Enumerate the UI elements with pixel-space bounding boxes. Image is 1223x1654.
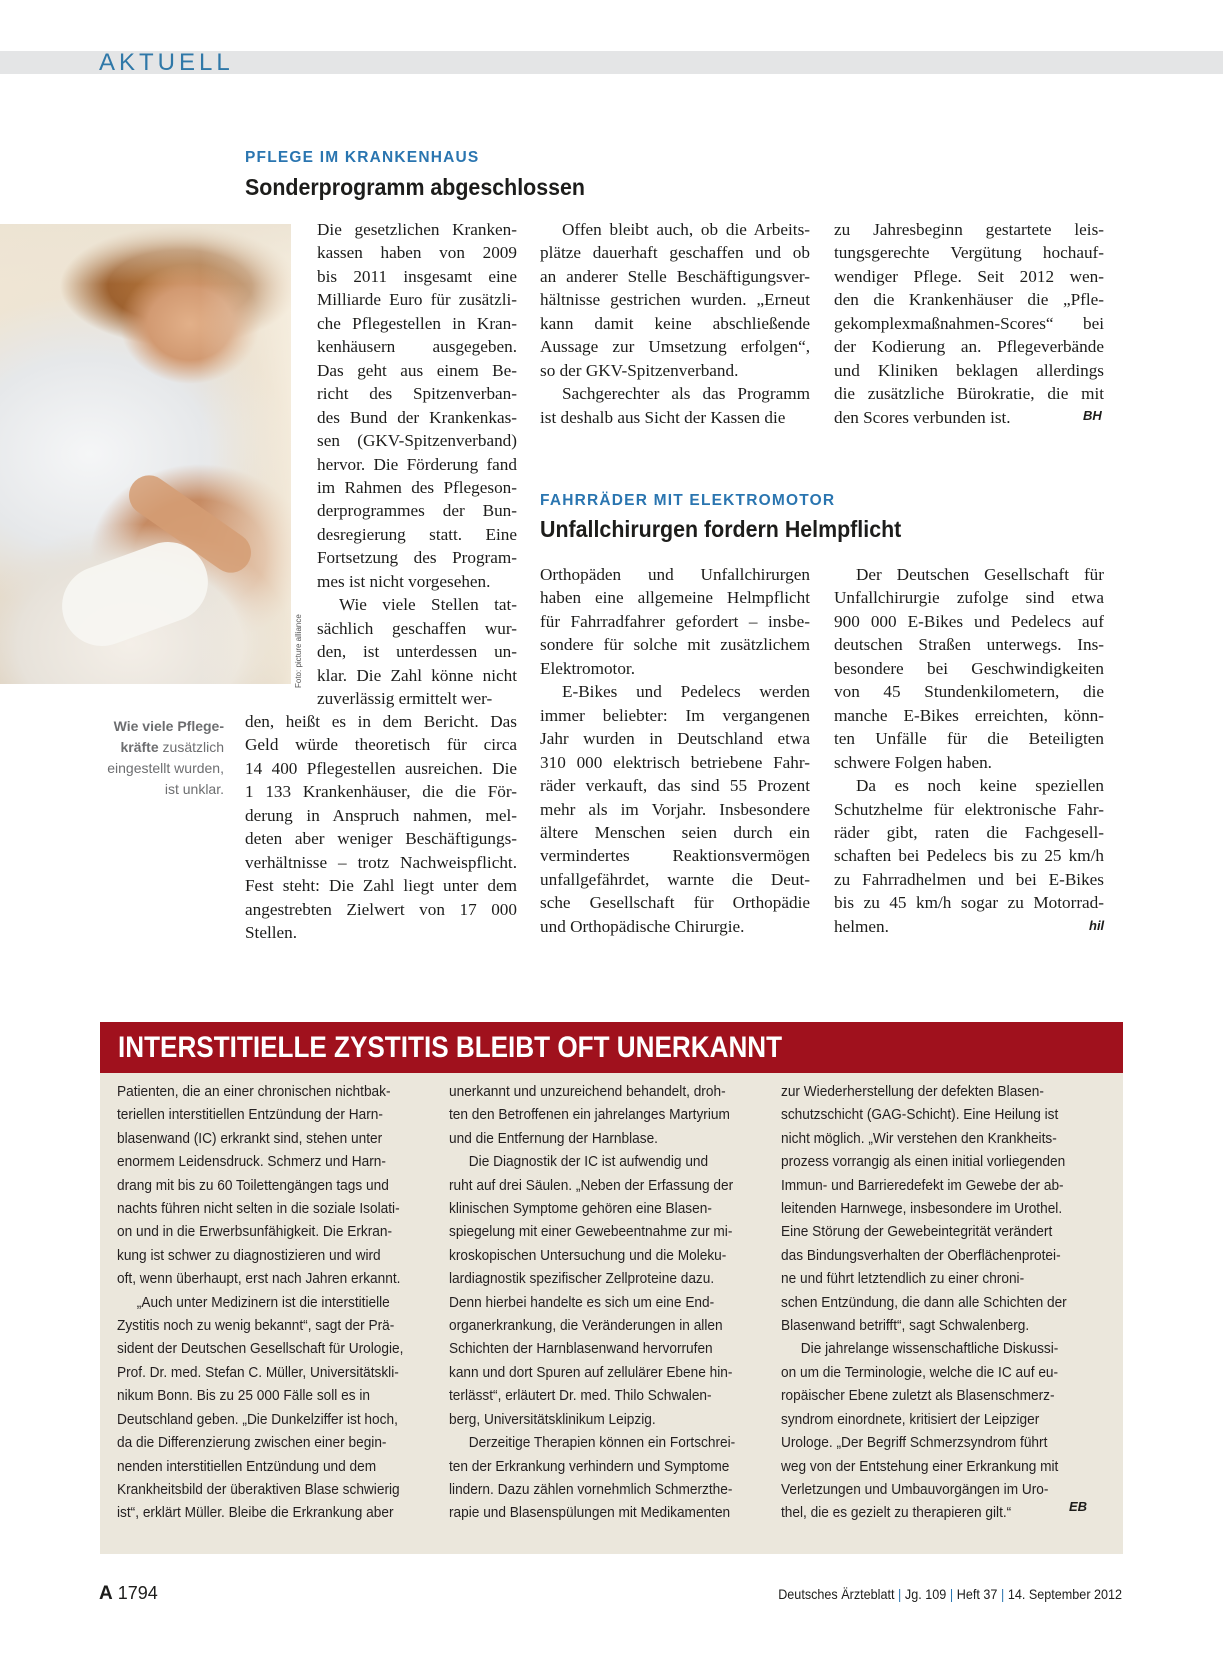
text-line: ist deshalb aus Sicht der Kassen die (540, 407, 786, 427)
text-line: on und in die Erwerbsunfähigkeit. Die Erkran- (117, 1223, 393, 1241)
text-line: Schichten der Harnblasenwand hervorrufen (449, 1340, 713, 1358)
text-line: Elektromotor. (540, 658, 635, 678)
text-line: den die Krankenhäuser die „Pfle- (834, 290, 1104, 310)
text-line: Prof. Dr. med. Stefan C. Müller, Universitätskli- (117, 1363, 399, 1381)
text-line: ten den Betroffenen ein jahrelanges Martyrium (449, 1106, 730, 1124)
text-line: gekomplexmaßnahmen-Scores“ bei (834, 313, 1104, 333)
article2-column1 (540, 563, 810, 938)
text-line: des Bund der Krankenkas- (317, 407, 517, 427)
text-line: sident der Deutschen Gesellschaft für Urologie, (117, 1340, 404, 1358)
text-line: ruht auf drei Säulen. „Neben der Erfassung der (449, 1176, 734, 1194)
text-line: Zystitis noch zu wenig bekannt“, sagt der Prä- (117, 1317, 395, 1335)
nurse-bandaging-photo (0, 224, 291, 684)
separator: | (898, 1586, 902, 1602)
text-line: Immun- und Barrieredefekt im Gewebe der ab- (781, 1176, 1064, 1194)
text-line: Stellen. (245, 923, 298, 943)
text-line: und Orthopädische Chirurgie. (540, 916, 745, 936)
text-line: oft, wenn überhaupt, erst nach Jahren erkannt. (117, 1270, 401, 1288)
infobox-title: INTERSTITIELLE ZYSTITIS BLEIBT OFT UNERKANNT (118, 1031, 783, 1064)
text-line: kassen haben von 2009 (317, 243, 517, 263)
text-line: Patienten, die an einer chronischen nichtbak- (117, 1083, 391, 1100)
text-line: rapie und Blasenspülungen mit Medikamenten (449, 1504, 731, 1522)
text-line: manche E-Bikes erreichten, könn- (834, 705, 1104, 725)
photo-caption (94, 716, 224, 800)
text-line: Verletzungen und Umbauvorgängen im Uro- (781, 1480, 1049, 1498)
text-line: von 45 Stundenkilometern, die (834, 682, 1104, 702)
text-line: unfallgefährdet, warnte die Deut- (540, 869, 810, 889)
text-line: on um die Terminologie, welche die IC auf eu- (781, 1363, 1059, 1381)
text-line: kenhäusern ausgegeben. (317, 337, 517, 357)
text-line: sche Gesellschaft für Orthopädie (540, 893, 810, 913)
text-line: helmen. (834, 916, 889, 936)
text-line: nikum Bonn. Bis zu 25 000 Fälle soll es in (117, 1387, 371, 1405)
text-line: tungsgerechte Vergütung hochauf- (834, 243, 1104, 263)
text-line: räder gibt, raten die Fachgesell- (834, 822, 1104, 842)
text-line: drang mit bis zu 60 Toilettengängen tags und (117, 1176, 389, 1194)
text-line: prozess vorrangig als einen initial vorliegenden (781, 1153, 1066, 1171)
separator: | (949, 1586, 954, 1602)
text-line: mehr als im Vorjahr. Insbesondere (540, 799, 810, 819)
text-line: kann damit keine abschließende (540, 313, 810, 333)
article1-title: Sonderprogramm abgeschlossen (245, 174, 585, 200)
text-line: E-Bikes und Pedelecs werden (562, 682, 810, 702)
text-line: sen (GKV-Spitzenverband) (317, 431, 517, 451)
text-line: zuverlässig ermittelt wer- (317, 689, 493, 709)
text-line: derung in Anspruch nahmen, mel- (245, 805, 517, 825)
page-number-value: 1794 (117, 1583, 158, 1603)
photo-credit: Foto: picture alliance (294, 614, 303, 688)
text-line: Sachgerechter als das Programm (562, 384, 810, 404)
text-line: Denn hierbei handelte es sich um eine End- (449, 1293, 715, 1311)
text-line: Offen bleibt auch, ob die Arbeits- (562, 220, 810, 239)
text-line: ten der Erkrankung verhindern und Symptome (449, 1457, 730, 1475)
text-line: an anderer Stelle Beschäftigungsver- (540, 266, 810, 286)
photo-shade (200, 224, 291, 684)
text-line: kroskopischen Untersuchung und die Moleku- (449, 1246, 727, 1264)
text-line: teriellen interstitiellen Entzündung der Harn- (117, 1106, 383, 1124)
article1-column1-narrow (317, 218, 517, 711)
text-line: Eine Störung der Gewebeintegrität verändert (781, 1223, 1053, 1241)
article1-column3 (834, 218, 1104, 429)
text-line: sondere für solche mit zusätzlichem (540, 635, 810, 655)
text-line: bis 2011 insgesamt eine (317, 266, 517, 286)
caption-text: zusätzlich eingestellt wurden, ist unklar. (107, 739, 224, 797)
text-line: schen Entzündung, die dann alle Schichten der (781, 1293, 1067, 1311)
journal-volume: Jg. 109 (904, 1586, 947, 1602)
text-line: sächlich geschaffen wur- (317, 618, 517, 638)
text-line: Die gesetzlichen Kranken- (317, 220, 517, 239)
text-line: nachts führen nicht selten in die soziale Isolati- (117, 1200, 400, 1218)
text-line: besondere bei Geschwindigkeiten (834, 658, 1104, 678)
text-line: derprogrammes der Bun- (317, 501, 517, 521)
text-line: nicht möglich. „Wir verstehen den Krankheits- (781, 1129, 1057, 1147)
text-line: unerkannt und unzureichend behandelt, droh- (449, 1083, 726, 1100)
text-line: das Bindungsverhalten der Oberflächenprotei- (781, 1246, 1061, 1264)
text-line: klinischen Symptome gehören eine Blasen- (449, 1200, 712, 1218)
journal-info (778, 1586, 1122, 1602)
text-line: richt des Spitzenverban- (317, 384, 517, 404)
text-line: lindern. Dazu zählen vornehmlich Schmerzthe- (449, 1480, 733, 1498)
article1-signature: BH (1083, 408, 1102, 423)
text-line: Wie viele Stellen tat- (339, 595, 517, 615)
text-line: spiegelung mit einer Gewebeentnahme zur mi- (449, 1223, 733, 1241)
text-line: die zusätzliche Bürokratie, die mit (834, 384, 1104, 404)
text-line: verhältnisse – trotz Nachweispflicht. (245, 852, 517, 872)
journal-name: Deutsches Ärzteblatt (778, 1586, 895, 1602)
page-number (99, 1583, 158, 1605)
text-line: che Pflegestellen in Kran- (317, 313, 517, 333)
text-line: Unfallchirurgie zufolge sind etwa (834, 588, 1104, 608)
separator: | (1000, 1586, 1005, 1602)
text-line: 900 000 E-Bikes und Pedelecs auf (834, 611, 1104, 631)
text-line: organerkrankung, die Veränderungen in allen (449, 1317, 723, 1335)
text-line: Orthopäden und Unfallchirurgen (540, 565, 810, 584)
text-line: thel, die es gezielt zu therapieren gilt.“ (781, 1504, 1012, 1522)
text-line: kann und dort Spuren auf zellulärer Ebene hin- (449, 1363, 733, 1381)
article1-kicker: PFLEGE IM KRANKENHAUS (245, 149, 480, 166)
text-line: deutschen Straßen unterwegs. Ins- (834, 635, 1104, 655)
text-line: deten aber weniger Beschäftigungs- (245, 829, 517, 849)
text-line: ropäischer Ebene zuletzt als Blasenschmerz- (781, 1387, 1055, 1405)
article2-kicker: FAHRRÄDER MIT ELEKTROMOTOR (540, 492, 836, 509)
article2-column2 (834, 563, 1104, 938)
text-line: Jahr wurden in Deutschland etwa (540, 729, 810, 749)
text-line: hältnisse gestrichen wurden. „Erneut (540, 290, 810, 310)
text-line: Derzeitige Therapien können ein Fortschrei- (468, 1434, 736, 1452)
text-line: klar. Die Zahl könne nicht (317, 665, 517, 685)
text-line: den, ist unterdessen un- (317, 642, 517, 662)
text-line: Urologe. „Der Begriff Schmerzsyndrom führt (781, 1434, 1048, 1452)
text-line: schaften bei Pedelecs bis zu 25 km/h (834, 846, 1104, 866)
text-line: Blasenwand betrifft“, sagt Schwalenberg. (781, 1317, 1030, 1335)
text-line: desregierung statt. Eine (317, 524, 517, 544)
text-line: angestrebten Zielwert von 17 000 (245, 899, 517, 919)
text-line: im Rahmen des Pflegeson- (317, 477, 517, 497)
journal-issue: Heft 37 (956, 1586, 998, 1602)
text-line: haben eine allgemeine Helmpflicht (540, 588, 810, 608)
text-line: Aussage zur Umsetzung erfolgen“, (540, 337, 810, 357)
text-line: Geld würde theoretisch für circa (245, 735, 517, 755)
text-line: blasenwand (IC) erkrankt sind, stehen unter (117, 1129, 383, 1147)
caption-bold: Wie viele Pflege-kräfte (113, 718, 224, 755)
text-line: leitenden Harnwege, insbesondere im Urothel. (781, 1200, 1063, 1218)
text-line: „Auch unter Medizinern ist die interstitielle (136, 1293, 390, 1311)
text-line: der Kodierung an. Pflegeverbände (834, 337, 1104, 357)
text-line: den, heißt es in dem Bericht. Das (245, 712, 517, 731)
text-line: Milliarde Euro für zusätzli- (317, 290, 517, 310)
journal-date: 14. September 2012 (1007, 1586, 1122, 1602)
text-line: Die jahrelange wissenschaftliche Diskussi- (800, 1340, 1059, 1358)
text-line: ne und führt letztendlich zu einer chroni- (781, 1270, 1025, 1288)
text-line: zu Fahrradhelmen und bei E-Bikes (834, 869, 1104, 889)
text-line: lardiagnostik spezifischer Zellproteine dazu. (449, 1270, 715, 1288)
text-line: syndrom einordnete, kritisiert der Leipziger (781, 1410, 1040, 1428)
text-line: ältere Menschen seien durch ein (540, 822, 810, 842)
text-line: zu Jahresbeginn gestartete leis- (834, 220, 1104, 239)
text-line: plätze dauerhaft geschaffen und ob (540, 243, 810, 263)
text-line: Der Deutschen Gesellschaft für (856, 565, 1104, 584)
text-line: ist“, erklärt Müller. Bleibe die Erkrankung aber (117, 1504, 394, 1522)
text-line: so der GKV-Spitzenverband. (540, 360, 739, 380)
text-line: Fortsetzung des Program- (317, 548, 517, 568)
text-line: Das geht aus einem Be- (317, 360, 517, 380)
article2-title: Unfallchirurgen fordern Helmpflicht (540, 516, 902, 542)
text-line: räder verkauft, das sind 55 Prozent (540, 776, 810, 796)
text-line: schwere Folgen haben. (834, 752, 992, 772)
article1-column1-wide (245, 710, 517, 945)
text-line: und die Entfernung der Harnblase. (449, 1129, 658, 1147)
text-line: weg von der Entstehung einer Erkrankung mit (781, 1457, 1059, 1475)
section-label: AKTUELL (99, 49, 234, 76)
text-line: enormem Leidensdruck. Schmerz und Harn- (117, 1153, 386, 1171)
text-line: nenden interstitiellen Entzündung und dem (117, 1457, 377, 1475)
text-line: wendiger Pflege. Seit 2012 wen- (834, 266, 1104, 286)
text-line: da die Differenzierung zwischen einer begin- (117, 1434, 387, 1452)
text-line: Da es noch keine speziellen (856, 776, 1104, 796)
text-line: bis zu 45 km/h sogar zu Motorrad- (834, 893, 1104, 913)
text-line: 14 400 Pflegestellen ausreichen. Die (245, 758, 517, 778)
text-line: den Scores verbunden ist. (834, 407, 1011, 427)
page-letter: A (99, 1583, 113, 1604)
text-line: Krankheitsbild der überaktiven Blase schwierig (117, 1480, 400, 1498)
text-line: Schutzhelme für elektronische Fahr- (834, 799, 1104, 819)
text-line: mes ist nicht vorgesehen. (317, 571, 491, 591)
photo-shade-top (0, 224, 291, 284)
text-line: schutzschicht (GAG-Schicht). Eine Heilung ist (781, 1106, 1059, 1124)
article1-column2 (540, 218, 810, 429)
text-line: Fest steht: Die Zahl liegt unter dem (245, 876, 517, 896)
text-line: zur Wiederherstellung der defekten Blasen- (781, 1083, 1044, 1100)
infobox-column1 (117, 1080, 422, 1525)
infobox-column2 (449, 1080, 754, 1525)
text-line: berg, Universitätsklinikum Leipzig. (449, 1410, 656, 1428)
article2-signature: hil (1089, 918, 1105, 933)
text-line: Deutschland geben. „Die Dunkelziffer ist hoch, (117, 1410, 398, 1428)
infobox-signature: EB (1069, 1499, 1088, 1514)
text-line: Die Diagnostik der IC ist aufwendig und (468, 1153, 709, 1171)
text-line: immer beliebter: Im vergangenen (540, 705, 810, 725)
text-line: ten Unfälle für die Beteiligten (834, 729, 1104, 749)
text-line: kung ist schwer zu diagnostizieren und wird (117, 1246, 381, 1264)
text-line: für Fahrradfahrer gefordert – insbe- (540, 611, 810, 631)
text-line: und Kliniken beklagen allerdings (834, 360, 1104, 380)
text-line: terlässt“, erläutert Dr. med. Thilo Schwalen- (449, 1387, 712, 1405)
text-line: hervor. Die Förderung fand (317, 454, 517, 474)
text-line: vermindertes Reaktionsvermögen (540, 846, 810, 866)
text-line: 310 000 elektrisch betriebene Fahr- (540, 752, 810, 772)
text-line: 1 133 Krankenhäuser, die die För- (245, 782, 517, 802)
infobox-column3 (781, 1080, 1086, 1525)
